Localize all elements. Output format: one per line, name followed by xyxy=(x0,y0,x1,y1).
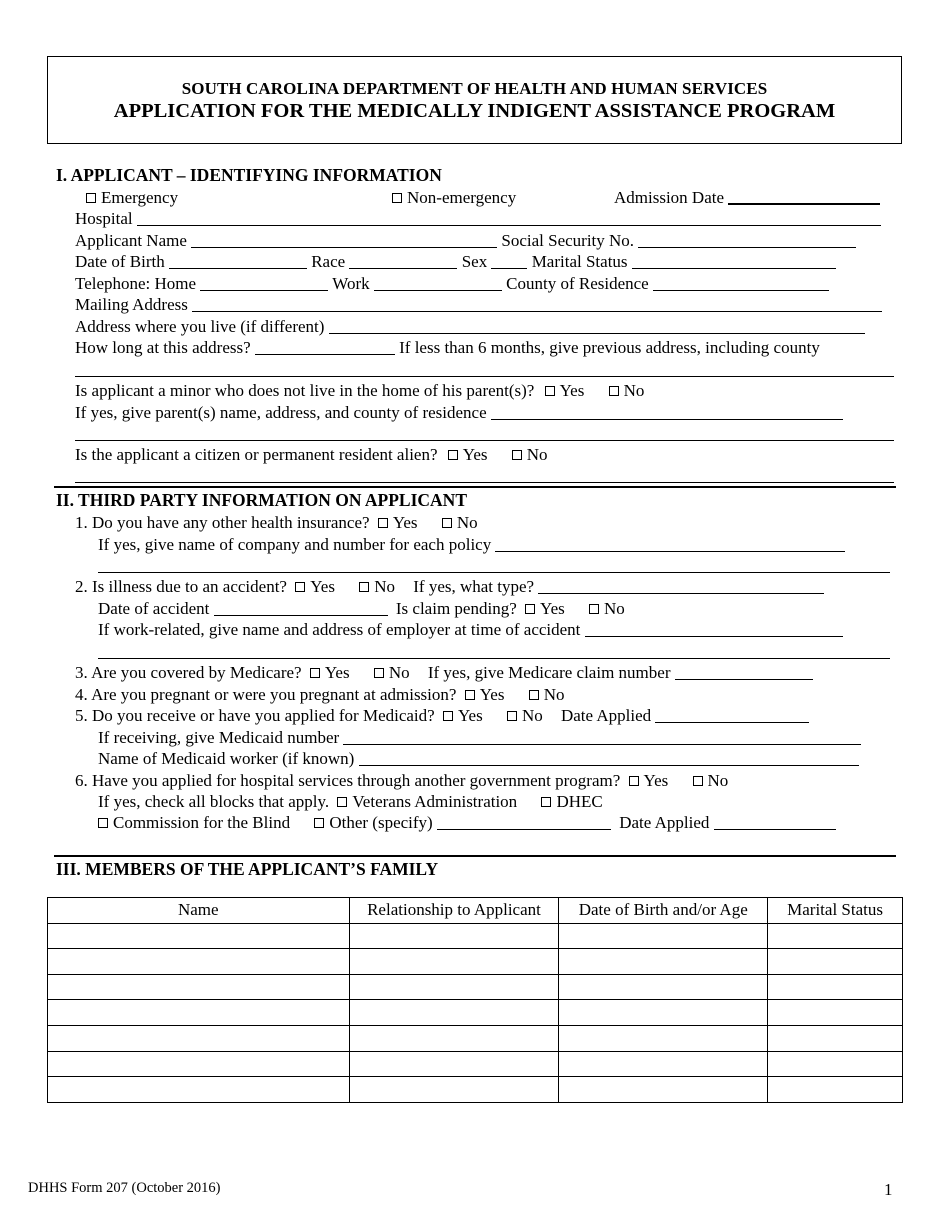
q6-no-checkbox[interactable] xyxy=(693,776,703,786)
claim-yes-checkbox[interactable] xyxy=(525,604,535,614)
parent-info-input[interactable] xyxy=(491,404,843,420)
table-cell[interactable] xyxy=(48,1000,350,1026)
non-emergency-checkbox[interactable] xyxy=(392,193,402,203)
address-live-input[interactable] xyxy=(329,318,865,334)
table-cell[interactable] xyxy=(349,949,559,975)
va-checkbox[interactable] xyxy=(337,797,347,807)
table-cell[interactable] xyxy=(349,974,559,1000)
citizen-question: Is the applicant a citizen or permanent resident alien? Yes No xyxy=(75,445,548,464)
employer-line[interactable] xyxy=(98,658,890,659)
table-cell[interactable] xyxy=(349,1051,559,1077)
county-input[interactable] xyxy=(653,275,829,291)
q2-row: 2. Is illness due to an accident? Yes No If yes, what type? xyxy=(75,576,824,597)
q1-no-checkbox[interactable] xyxy=(442,518,452,528)
table-header-row xyxy=(48,898,903,924)
other-checkbox[interactable] xyxy=(314,818,324,828)
page-number: 1 xyxy=(884,1180,893,1199)
table-cell[interactable] xyxy=(349,923,559,949)
table-row xyxy=(48,949,903,975)
accident-type-input[interactable] xyxy=(538,578,824,594)
previous-address-line[interactable] xyxy=(75,376,894,377)
emergency-checkbox[interactable] xyxy=(86,193,96,203)
q3-yes-checkbox[interactable] xyxy=(310,668,320,678)
claim-no-checkbox[interactable] xyxy=(589,604,599,614)
blind-commission-checkbox[interactable] xyxy=(98,818,108,828)
parent-info-field: If yes, give parent(s) name, address, and county of residence xyxy=(75,402,843,423)
table-cell[interactable] xyxy=(48,1025,350,1051)
q5-no-checkbox[interactable] xyxy=(507,711,517,721)
table-cell[interactable] xyxy=(559,1051,768,1077)
q1-sub-field: If yes, give name of company and number for each policy xyxy=(98,534,845,555)
telephone-row: Telephone: Home Work County of Residence xyxy=(75,273,829,294)
table-cell[interactable] xyxy=(768,1025,903,1051)
q3-no-checkbox[interactable] xyxy=(374,668,384,678)
citizen-no-checkbox[interactable] xyxy=(512,450,522,460)
medicaid-worker-input[interactable] xyxy=(359,750,859,766)
q6-row: 6. Have you applied for hospital services through another government program? Yes No xyxy=(75,771,729,790)
q2-work-field: If work-related, give name and address of employer at time of accident xyxy=(98,619,843,640)
medicaid-worker-field: Name of Medicaid worker (if known) xyxy=(98,748,859,769)
non-emergency-option[interactable]: Non-emergency xyxy=(392,187,516,208)
minor-question: Is applicant a minor who does not live in the home of his parent(s)? Yes No xyxy=(75,381,645,400)
q4-no-checkbox[interactable] xyxy=(529,690,539,700)
q5-yes-checkbox[interactable] xyxy=(443,711,453,721)
work-phone-input[interactable] xyxy=(374,275,502,291)
medicaid-date-input[interactable] xyxy=(655,707,809,723)
parent-info-line[interactable] xyxy=(75,440,894,441)
admission-date-input[interactable] xyxy=(728,188,880,205)
agency-name: SOUTH CAROLINA DEPARTMENT OF HEALTH AND HUMAN SERVICES xyxy=(181,79,768,98)
table-cell[interactable] xyxy=(768,923,903,949)
table-cell[interactable] xyxy=(349,1000,559,1026)
table-cell[interactable] xyxy=(48,923,350,949)
table-cell[interactable] xyxy=(768,1051,903,1077)
section-divider-2 xyxy=(54,855,896,857)
q2-no-checkbox[interactable] xyxy=(359,582,369,592)
how-long-input[interactable] xyxy=(255,339,395,355)
table-row xyxy=(48,1051,903,1077)
table-cell[interactable] xyxy=(768,974,903,1000)
employer-input[interactable] xyxy=(585,621,843,637)
col-relationship: Relationship to Applicant xyxy=(349,898,559,924)
table-cell[interactable] xyxy=(768,949,903,975)
how-long-row: How long at this address? If less than 6 months, give previous address, including county xyxy=(75,338,820,357)
address-live-field: Address where you live (if different) xyxy=(75,316,865,337)
mailing-address-input[interactable] xyxy=(192,296,882,312)
table-cell[interactable] xyxy=(559,949,768,975)
minor-no-checkbox[interactable] xyxy=(609,386,619,396)
table-cell[interactable] xyxy=(349,1025,559,1051)
col-name: Name xyxy=(48,898,350,924)
home-phone-input[interactable] xyxy=(200,275,328,291)
form-title: APPLICATION FOR THE MEDICALLY INDIGENT ASSISTANCE PROGRAM xyxy=(113,100,836,122)
medicaid-number-field: If receiving, give Medicaid number xyxy=(98,727,861,748)
dhec-checkbox[interactable] xyxy=(541,797,551,807)
table-cell[interactable] xyxy=(559,1077,768,1103)
table-cell[interactable] xyxy=(48,1051,350,1077)
table-row xyxy=(48,923,903,949)
q2-date-row: Date of accident Is claim pending? Yes No xyxy=(98,599,625,618)
table-cell[interactable] xyxy=(559,1025,768,1051)
q6-check-row: If yes, check all blocks that apply. Veterans Administration DHEC xyxy=(98,792,603,811)
medicare-claim-input[interactable] xyxy=(675,664,813,680)
table-cell[interactable] xyxy=(559,974,768,1000)
accident-date-input[interactable] xyxy=(214,600,388,616)
other-specify-input[interactable] xyxy=(437,814,611,830)
table-row xyxy=(48,1000,903,1026)
admission-date-field: Admission Date xyxy=(614,187,880,208)
table-cell[interactable] xyxy=(559,923,768,949)
col-dob-age: Date of Birth and/or Age xyxy=(559,898,768,924)
applicant-name-input[interactable] xyxy=(191,232,497,248)
section-3-heading: III. MEMBERS OF THE APPLICANT’S FAMILY xyxy=(56,859,439,879)
insurance-input[interactable] xyxy=(495,536,845,552)
table-cell[interactable] xyxy=(559,1000,768,1026)
table-row xyxy=(48,1077,903,1103)
q4-row: 4. Are you pregnant or were you pregnant at admission? Yes No xyxy=(75,685,565,704)
citizen-yes-checkbox[interactable] xyxy=(448,450,458,460)
q6-yes-checkbox[interactable] xyxy=(629,776,639,786)
q1-row: 1. Do you have any other health insurance? Yes No xyxy=(75,513,478,532)
applicant-name-row: Applicant Name Social Security No. xyxy=(75,230,856,251)
form-header xyxy=(47,56,902,144)
section-divider-1 xyxy=(54,486,896,488)
dob-row: Date of Birth Race Sex Marital Status xyxy=(75,251,836,272)
table-row xyxy=(48,974,903,1000)
dob-input[interactable] xyxy=(169,253,307,269)
citizen-line xyxy=(75,482,894,483)
q5-row: 5. Do you receive or have you applied for Medicaid? Yes No Date Applied xyxy=(75,705,809,726)
q3-row: 3. Are you covered by Medicare? Yes No If yes, give Medicare claim number xyxy=(75,662,813,683)
emergency-option[interactable]: Emergency xyxy=(86,187,178,208)
medicaid-number-input[interactable] xyxy=(343,729,861,745)
other-date-input[interactable] xyxy=(714,814,836,830)
section-2-heading: II. THIRD PARTY INFORMATION ON APPLICANT xyxy=(56,490,467,510)
marital-status-input[interactable] xyxy=(632,253,836,269)
race-input[interactable] xyxy=(349,253,457,269)
form-number: DHHS Form 207 (October 2016) xyxy=(28,1180,221,1196)
q2-yes-checkbox[interactable] xyxy=(295,582,305,592)
table-row xyxy=(48,1025,903,1051)
col-marital-status: Marital Status xyxy=(768,898,903,924)
table-cell[interactable] xyxy=(768,1077,903,1103)
q6-other-row: Commission for the Blind Other (specify) Date Applied xyxy=(98,812,836,833)
table-cell[interactable] xyxy=(48,949,350,975)
insurance-line[interactable] xyxy=(98,572,890,573)
minor-yes-checkbox[interactable] xyxy=(545,386,555,396)
sex-input[interactable] xyxy=(491,253,527,269)
section-1-heading: I. APPLICANT – IDENTIFYING INFORMATION xyxy=(56,165,442,185)
q4-yes-checkbox[interactable] xyxy=(465,690,475,700)
ssn-input[interactable] xyxy=(638,232,856,248)
table-cell[interactable] xyxy=(48,974,350,1000)
family-members-table xyxy=(47,897,903,1103)
hospital-input[interactable] xyxy=(137,210,881,226)
hospital-field: Hospital xyxy=(75,208,881,229)
table-cell[interactable] xyxy=(48,1077,350,1103)
mailing-address-field: Mailing Address xyxy=(75,294,882,315)
table-cell[interactable] xyxy=(768,1000,903,1026)
q1-yes-checkbox[interactable] xyxy=(378,518,388,528)
table-cell[interactable] xyxy=(349,1077,559,1103)
